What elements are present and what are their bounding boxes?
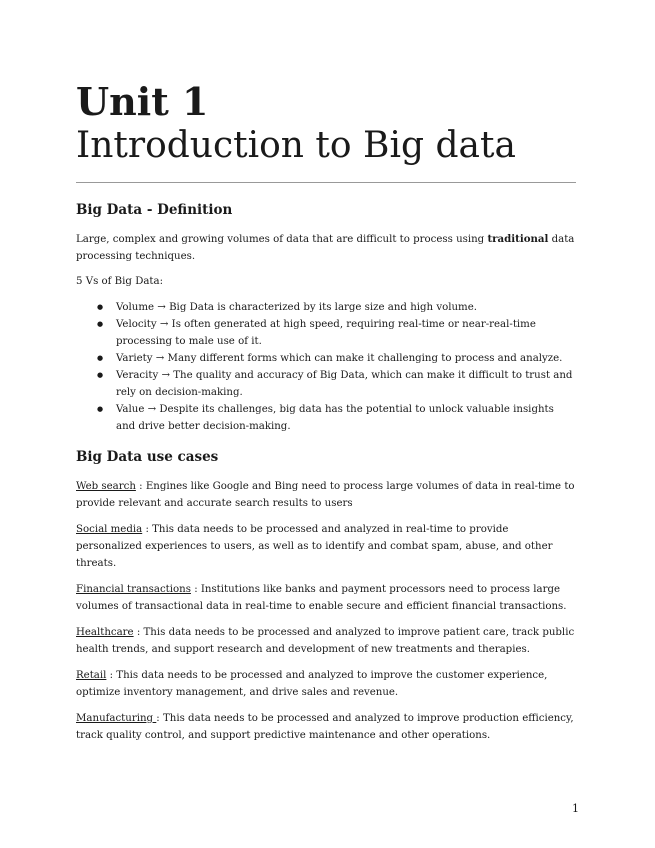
document-subtitle: Introduction to Big data: [76, 125, 516, 166]
use-case-term: Healthcare: [76, 627, 134, 638]
definition-heading: Big Data - Definition: [76, 202, 233, 218]
use-case-term: Retail: [76, 670, 107, 681]
page-number: 1: [572, 802, 579, 815]
use-case-text: : This data needs to be processed and analyzed to improve the customer experience, optimize inventory management, and drive sales and revenue.: [76, 670, 548, 698]
document-page: [76, 79, 576, 744]
five-vs-list: [76, 299, 576, 435]
definition-text-start: Large, complex and growing volumes of data that are difficult to process using: [76, 234, 488, 245]
use-case-healthcare: [76, 624, 576, 658]
list-item-variety: ● Variety → Many different forms which can make it challenging to process and analyze.: [116, 350, 576, 367]
title-divider: [76, 182, 576, 183]
use-case-term: Financial transactions: [76, 584, 191, 595]
list-item-veracity: ● Veracity → The quality and accuracy of Big Data, which can make it difficult to trust and rely on decision-making.: [116, 367, 576, 401]
use-cases-heading: Big Data use cases: [76, 449, 219, 465]
use-case-manufacturing: [76, 710, 576, 744]
use-case-text: : This data needs to be processed and analyzed in real-time to provide personalized experiences to users, as well as to identify and combat spam, abuse, and other threats.: [76, 524, 553, 569]
use-case-web-search: [76, 478, 576, 512]
use-case-financial: [76, 581, 576, 615]
use-case-text: : This data needs to be processed and analyzed to improve patient care, track public health trends, and support research and development of new treatments and therapies.: [76, 627, 575, 655]
list-item-velocity: ● Velocity → Is often generated at high speed, requiring real-time or near-real-time processing to male use of it.: [116, 316, 576, 350]
use-case-term: Social media: [76, 524, 143, 535]
use-case-text: : This data needs to be processed and analyzed to improve production efficiency, track quality control, and support predictive maintenance and other operations.: [76, 713, 574, 741]
use-cases-list: [76, 478, 576, 744]
unit-title: Unit 1: [76, 79, 209, 124]
definition-text-end: data processing techniques.: [76, 234, 575, 262]
use-case-term: Manufacturing: [76, 713, 157, 724]
use-case-term: Web search: [76, 481, 136, 492]
list-item-volume: ● Volume → Big Data is characterized by its large size and high volume.: [116, 299, 576, 316]
definition-paragraph: [76, 231, 576, 265]
five-vs-intro: 5 Vs of Big Data:: [76, 276, 164, 287]
use-case-social-media: [76, 521, 576, 572]
use-case-text: : Engines like Google and Bing need to process large volumes of data in real-time to provide relevant and accurate search results to users: [76, 481, 575, 509]
list-item-value: ● Value → Despite its challenges, big data has the potential to unlock valuable insights and drive better decision-making.: [116, 401, 576, 435]
use-case-text: : Institutions like banks and payment processors need to process large volumes of transactional data in real-time to enable secure and efficient financial transactions.: [76, 584, 567, 612]
use-case-retail: [76, 667, 576, 701]
definition-bold-word: traditional: [487, 233, 549, 245]
